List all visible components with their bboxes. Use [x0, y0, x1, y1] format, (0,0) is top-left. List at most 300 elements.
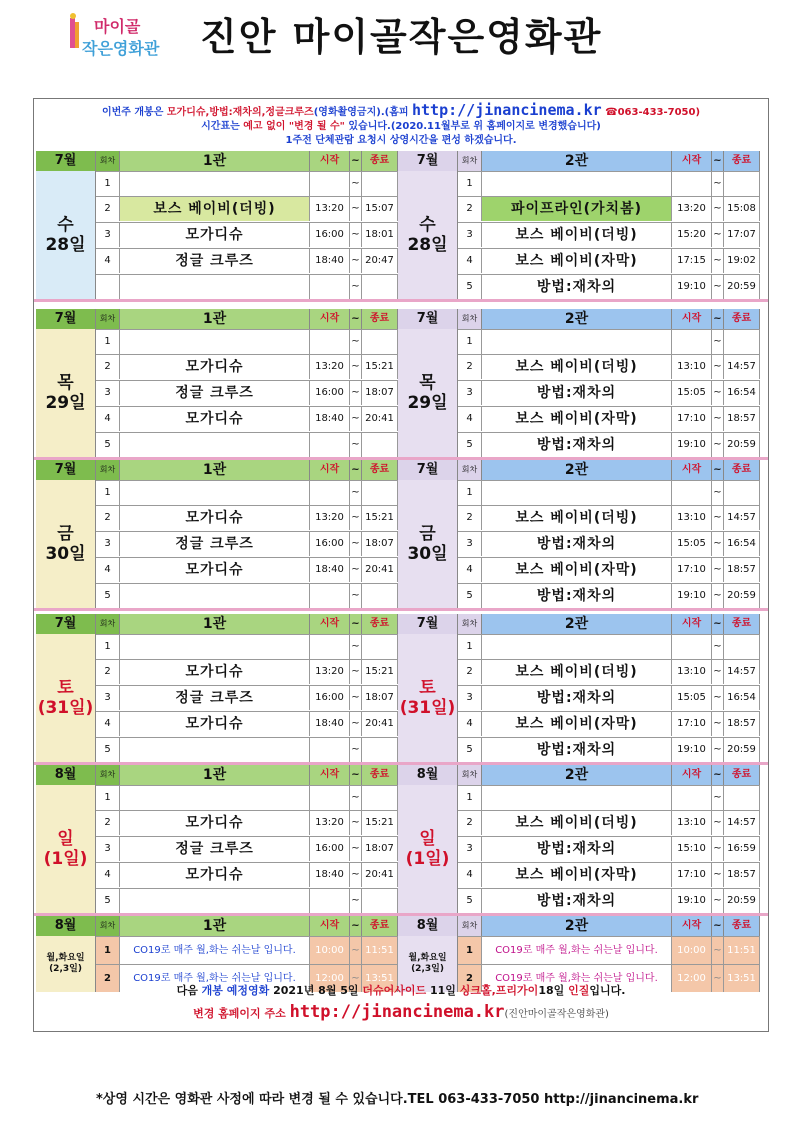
schedule-row — [96, 659, 398, 684]
tilde: ~ — [712, 863, 724, 887]
start-time: 18:40 — [310, 249, 350, 273]
schedule-row — [458, 583, 760, 608]
showing-number: 2 — [458, 965, 482, 992]
showing-number: 5 — [458, 433, 482, 457]
start-time: 15:05 — [672, 381, 712, 405]
end-time: 17:07 — [724, 223, 760, 247]
schedule-row — [458, 685, 760, 710]
phone-number: ☎063-433-7050) — [605, 107, 701, 118]
tilde: ~ — [350, 889, 362, 913]
start-time: 13:10 — [672, 660, 712, 684]
end-time: 16:54 — [724, 686, 760, 710]
showing-number: 1 — [458, 937, 482, 964]
end-label: 종료 — [724, 765, 760, 785]
end-time: 20:47 — [362, 249, 398, 273]
movie-title — [120, 172, 310, 196]
end-time — [362, 738, 398, 762]
tilde: ~ — [350, 837, 362, 861]
end-time: 16:54 — [724, 381, 760, 405]
end-time — [724, 172, 760, 196]
end-label: 종료 — [724, 151, 760, 171]
showing-number: 1 — [96, 635, 120, 659]
showing-number: 1 — [458, 330, 482, 354]
start-time: 19:10 — [672, 275, 712, 299]
movie-title — [482, 635, 672, 659]
day-block — [34, 309, 768, 457]
footer-text: 다음 — [176, 984, 202, 997]
movie-title: 모가디슈 — [120, 407, 310, 431]
schedule-row — [96, 505, 398, 530]
day-cell — [36, 785, 96, 913]
movie-title: 모가디슈 — [120, 811, 310, 835]
showing-number: 4 — [458, 558, 482, 582]
movie-title — [482, 481, 672, 505]
end-time: 13:51 — [362, 965, 398, 992]
start-time: 13:10 — [672, 506, 712, 530]
schedule-row — [96, 836, 398, 861]
day-cell — [398, 480, 458, 608]
month-label: 8월 — [36, 916, 96, 936]
schedule-row — [96, 380, 398, 405]
schedule-row — [96, 810, 398, 835]
tilde: ~ — [350, 433, 362, 457]
showing-number: 2 — [96, 660, 120, 684]
movie-title — [120, 330, 310, 354]
movie-title: 방법:재차의 — [482, 381, 672, 405]
start-time: 17:15 — [672, 249, 712, 273]
hall-1 — [36, 765, 398, 913]
movie-title: 모가디슈 — [120, 506, 310, 530]
schedule-row — [458, 737, 760, 762]
hall-2 — [398, 151, 760, 299]
hall-header — [398, 916, 760, 936]
tilde: ~ — [712, 506, 724, 530]
tilde-label: ~ — [350, 309, 362, 329]
start-time: 19:10 — [672, 584, 712, 608]
tilde: ~ — [712, 275, 724, 299]
showing-number: 2 — [458, 355, 482, 379]
end-time: 11:51 — [362, 937, 398, 964]
hall-header — [36, 151, 398, 171]
hall-label: 2관 — [482, 614, 672, 634]
month-label: 7월 — [398, 614, 458, 634]
notice-text: (영화촬영금지).(홈피 — [313, 107, 412, 118]
tilde: ~ — [350, 786, 362, 810]
start-time: 18:40 — [310, 407, 350, 431]
schedule-row — [458, 406, 760, 431]
hall-label: 2관 — [482, 916, 672, 936]
tilde: ~ — [350, 660, 362, 684]
homepage-link[interactable]: http://jinancinema.kr — [412, 101, 602, 119]
day-name: 수 — [419, 215, 436, 235]
tilde: ~ — [712, 407, 724, 431]
showing-number: 1 — [96, 786, 120, 810]
end-time — [362, 275, 398, 299]
day-name: 일 — [57, 829, 74, 849]
showing-number: 4 — [96, 863, 120, 887]
schedule-row — [96, 274, 398, 299]
closed-notice: CO19로 매주 월,화는 쉬는날 입니다. — [482, 965, 672, 992]
end-time: 16:59 — [724, 837, 760, 861]
day-date: (2,3일) — [411, 964, 444, 974]
day-separator — [34, 299, 768, 302]
showing-number: 2 — [96, 811, 120, 835]
schedule-row — [458, 557, 760, 582]
day-date: (31일) — [399, 698, 456, 718]
end-time — [362, 330, 398, 354]
start-time — [310, 481, 350, 505]
movie-title — [120, 635, 310, 659]
day-cell — [36, 329, 96, 457]
hall-label: 1관 — [120, 916, 310, 936]
logo — [68, 8, 178, 58]
day-date: (1일) — [43, 849, 88, 869]
end-label: 종료 — [362, 460, 398, 480]
schedule-row — [458, 274, 760, 299]
day-block — [34, 614, 768, 762]
movie-title — [120, 889, 310, 913]
showing-number: 2 — [96, 965, 120, 992]
day-date: (31일) — [37, 698, 94, 718]
showing-number: 2 — [96, 355, 120, 379]
tilde: ~ — [712, 584, 724, 608]
hall-2 — [398, 614, 760, 762]
day-date: 29일 — [407, 393, 448, 413]
day-separator — [34, 608, 768, 611]
showing-number: 5 — [458, 738, 482, 762]
tilde: ~ — [712, 837, 724, 861]
footer-text: 11일 — [426, 984, 460, 997]
schedule-row — [458, 505, 760, 530]
day-block — [34, 765, 768, 913]
hall-header — [398, 460, 760, 480]
tilde: ~ — [712, 738, 724, 762]
schedule-row — [96, 557, 398, 582]
showing-number: 3 — [458, 223, 482, 247]
start-time: 13:20 — [310, 660, 350, 684]
hoecha-label: 회차 — [96, 765, 120, 785]
notice-movies: 모가디슈,방법:재차의,정글크루즈 — [166, 107, 314, 118]
hall-label: 2관 — [482, 460, 672, 480]
movie-title: 방법:재차의 — [482, 584, 672, 608]
hall-1 — [36, 151, 398, 299]
showing-number: 3 — [458, 532, 482, 556]
movie-title: 보스 베이비(자막) — [482, 407, 672, 431]
end-time — [362, 786, 398, 810]
end-time: 18:57 — [724, 712, 760, 736]
tilde: ~ — [350, 172, 362, 196]
start-label: 시작 — [310, 309, 350, 329]
start-label: 시작 — [310, 460, 350, 480]
schedule-row — [96, 329, 398, 354]
hall-1 — [36, 309, 398, 457]
start-time: 13:20 — [310, 811, 350, 835]
end-time: 14:57 — [724, 506, 760, 530]
day-date: 30일 — [45, 544, 86, 564]
tilde: ~ — [350, 937, 362, 964]
movie-title: 방법:재차의 — [482, 275, 672, 299]
start-time: 17:10 — [672, 558, 712, 582]
day-cell — [36, 634, 96, 762]
tilde: ~ — [712, 635, 724, 659]
hall-header — [36, 309, 398, 329]
start-label: 시작 — [310, 614, 350, 634]
tilde: ~ — [350, 811, 362, 835]
hall-header — [398, 614, 760, 634]
showing-number: 1 — [458, 172, 482, 196]
schedule-row — [96, 480, 398, 505]
month-label: 7월 — [398, 151, 458, 171]
start-time: 13:10 — [672, 355, 712, 379]
end-time: 15:07 — [362, 197, 398, 221]
start-label: 시작 — [672, 151, 712, 171]
schedule-row — [96, 406, 398, 431]
tilde: ~ — [712, 249, 724, 273]
showing-number: 4 — [458, 249, 482, 273]
hoecha-label: 회차 — [458, 765, 482, 785]
footer-movie: 인질 — [568, 984, 590, 997]
end-time — [362, 172, 398, 196]
end-time: 20:59 — [724, 738, 760, 762]
movie-title: 방법:재차의 — [482, 837, 672, 861]
tilde-label: ~ — [712, 765, 724, 785]
end-time: 20:59 — [724, 584, 760, 608]
month-label: 7월 — [36, 151, 96, 171]
start-time — [672, 786, 712, 810]
start-time — [310, 330, 350, 354]
page-title: 진안 마이골작은영화관 — [200, 15, 603, 59]
showing-number: 5 — [96, 433, 120, 457]
movie-title: 보스 베이비(더빙) — [482, 660, 672, 684]
start-time: 13:10 — [672, 811, 712, 835]
showing-number: 1 — [458, 481, 482, 505]
hoecha-label: 회차 — [458, 460, 482, 480]
showing-number: 5 — [458, 275, 482, 299]
hoecha-label: 회차 — [458, 151, 482, 171]
tilde: ~ — [350, 381, 362, 405]
movie-title: 정글 크루즈 — [120, 532, 310, 556]
start-time: 13:20 — [310, 506, 350, 530]
end-time — [362, 635, 398, 659]
notice-group-info: 1주전 단체관람 요청시 상영시간을 편성 하겠습니다. — [285, 135, 517, 146]
tilde: ~ — [712, 433, 724, 457]
tilde: ~ — [350, 481, 362, 505]
schedule-row — [458, 196, 760, 221]
end-time: 18:07 — [362, 381, 398, 405]
showing-number: 3 — [96, 223, 120, 247]
showing-number: 4 — [458, 407, 482, 431]
start-label: 시작 — [672, 916, 712, 936]
start-time: 15:05 — [672, 686, 712, 710]
day-name: 월,화요일 — [46, 953, 85, 963]
schedule-row — [96, 936, 398, 964]
hall-label: 1관 — [120, 614, 310, 634]
end-time: 18:57 — [724, 863, 760, 887]
schedule-row — [96, 196, 398, 221]
showing-number: 1 — [458, 786, 482, 810]
start-time: 16:00 — [310, 223, 350, 247]
hall-header — [398, 309, 760, 329]
hall-label: 1관 — [120, 151, 310, 171]
schedule-row — [458, 785, 760, 810]
month-label: 8월 — [36, 765, 96, 785]
tilde-label: ~ — [350, 614, 362, 634]
movie-title — [120, 786, 310, 810]
movie-title: 정글 크루즈 — [120, 686, 310, 710]
hall-label: 1관 — [120, 460, 310, 480]
showing-number: 4 — [96, 558, 120, 582]
movie-title: 보스 베이비(더빙) — [120, 197, 310, 221]
tilde: ~ — [712, 660, 724, 684]
schedule-row — [96, 583, 398, 608]
start-time: 17:10 — [672, 712, 712, 736]
month-label: 7월 — [36, 460, 96, 480]
end-time — [724, 481, 760, 505]
start-time — [672, 172, 712, 196]
showing-number: 4 — [96, 407, 120, 431]
showing-number: 3 — [458, 837, 482, 861]
start-time — [310, 786, 350, 810]
start-time: 13:20 — [672, 197, 712, 221]
month-label: 7월 — [398, 309, 458, 329]
tilde-label: ~ — [712, 460, 724, 480]
start-label: 시작 — [310, 151, 350, 171]
start-time — [310, 889, 350, 913]
tilde: ~ — [712, 172, 724, 196]
movie-title: 모가디슈 — [120, 712, 310, 736]
start-time — [672, 481, 712, 505]
end-time: 14:57 — [724, 355, 760, 379]
movie-title: 보스 베이비(더빙) — [482, 355, 672, 379]
day-name: 토 — [57, 678, 74, 698]
showing-number: 2 — [96, 197, 120, 221]
homepage-notice — [34, 1001, 768, 1026]
end-time: 18:57 — [724, 407, 760, 431]
day-block — [34, 151, 768, 299]
movie-title: 보스 베이비(자막) — [482, 249, 672, 273]
hall-header — [398, 151, 760, 171]
start-label: 시작 — [672, 614, 712, 634]
end-time — [724, 786, 760, 810]
showing-number: 4 — [96, 712, 120, 736]
showing-number: 3 — [458, 686, 482, 710]
notice-text: 이번주 개봉은 — [101, 107, 167, 118]
hall-header — [36, 460, 398, 480]
tilde: ~ — [350, 355, 362, 379]
start-time — [310, 584, 350, 608]
movie-title: 보스 베이비(자막) — [482, 712, 672, 736]
hoecha-label: 회차 — [96, 309, 120, 329]
hoecha-label: 회차 — [96, 614, 120, 634]
closed-notice: CO19로 매주 월,화는 쉬는날 입니다. — [120, 965, 310, 992]
movie-title — [482, 172, 672, 196]
start-time — [310, 635, 350, 659]
schedule-row — [96, 222, 398, 247]
tilde: ~ — [712, 686, 724, 710]
start-time: 19:10 — [672, 889, 712, 913]
tilde: ~ — [350, 686, 362, 710]
showing-number: 5 — [458, 584, 482, 608]
end-label: 종료 — [724, 614, 760, 634]
schedule-row — [458, 222, 760, 247]
footer-movie: 싱크홀,프리가이 — [459, 984, 539, 997]
showing-number: 5 — [96, 584, 120, 608]
schedule-row — [96, 432, 398, 457]
day-name: 목 — [57, 373, 74, 393]
start-time: 17:10 — [672, 407, 712, 431]
day-name: 일 — [419, 829, 436, 849]
tilde: ~ — [712, 786, 724, 810]
end-time: 14:57 — [724, 660, 760, 684]
month-label: 8월 — [398, 916, 458, 936]
schedule-row — [458, 380, 760, 405]
showing-number — [96, 275, 120, 299]
start-time: 18:40 — [310, 558, 350, 582]
movie-title: 모가디슈 — [120, 355, 310, 379]
day-name: 금 — [57, 524, 74, 544]
start-time: 13:20 — [310, 355, 350, 379]
notice — [34, 103, 768, 148]
hall-1 — [36, 614, 398, 762]
day-date: 29일 — [45, 393, 86, 413]
showing-number: 5 — [458, 889, 482, 913]
footer-text: 변경 홈페이지 주소 — [193, 1007, 290, 1020]
start-time: 19:10 — [672, 738, 712, 762]
day-date: 28일 — [45, 235, 86, 255]
start-time: 18:40 — [310, 863, 350, 887]
start-time: 10:00 — [672, 937, 712, 964]
movie-title: 보스 베이비(더빙) — [482, 223, 672, 247]
movie-title: 모가디슈 — [120, 863, 310, 887]
showing-number: 3 — [458, 381, 482, 405]
showing-number: 4 — [96, 249, 120, 273]
tilde: ~ — [712, 811, 724, 835]
start-label: 시작 — [672, 460, 712, 480]
end-label: 종료 — [362, 765, 398, 785]
tilde: ~ — [350, 863, 362, 887]
end-time — [362, 889, 398, 913]
showing-number: 2 — [458, 197, 482, 221]
end-time: 14:57 — [724, 811, 760, 835]
showing-number: 2 — [458, 506, 482, 530]
start-time: 15:20 — [672, 223, 712, 247]
end-time: 18:57 — [724, 558, 760, 582]
showing-number: 1 — [458, 635, 482, 659]
day-name: 목 — [419, 373, 436, 393]
showing-number: 3 — [96, 381, 120, 405]
tilde: ~ — [712, 355, 724, 379]
homepage-link[interactable]: http://jinancinema.kr — [289, 1002, 505, 1022]
start-time: 15:05 — [672, 532, 712, 556]
end-time — [362, 433, 398, 457]
end-time: 15:21 — [362, 660, 398, 684]
start-time — [672, 330, 712, 354]
notice-text: 시간표는 — [201, 121, 244, 132]
schedule-frame — [33, 98, 769, 1032]
movie-title — [120, 738, 310, 762]
schedule-row — [96, 171, 398, 196]
schedule-row — [458, 634, 760, 659]
hall-1 — [36, 460, 398, 608]
movie-title: 모가디슈 — [120, 558, 310, 582]
bottom-note: *상영 시간은 영화관 사정에 따라 변경 될 수 있습니다.TEL 063-433-7050 http://jinancinema.kr — [96, 1092, 699, 1107]
tilde: ~ — [350, 197, 362, 221]
hall-label: 2관 — [482, 309, 672, 329]
start-time: 16:00 — [310, 686, 350, 710]
start-time: 18:40 — [310, 712, 350, 736]
start-time — [310, 275, 350, 299]
end-time: 15:21 — [362, 506, 398, 530]
